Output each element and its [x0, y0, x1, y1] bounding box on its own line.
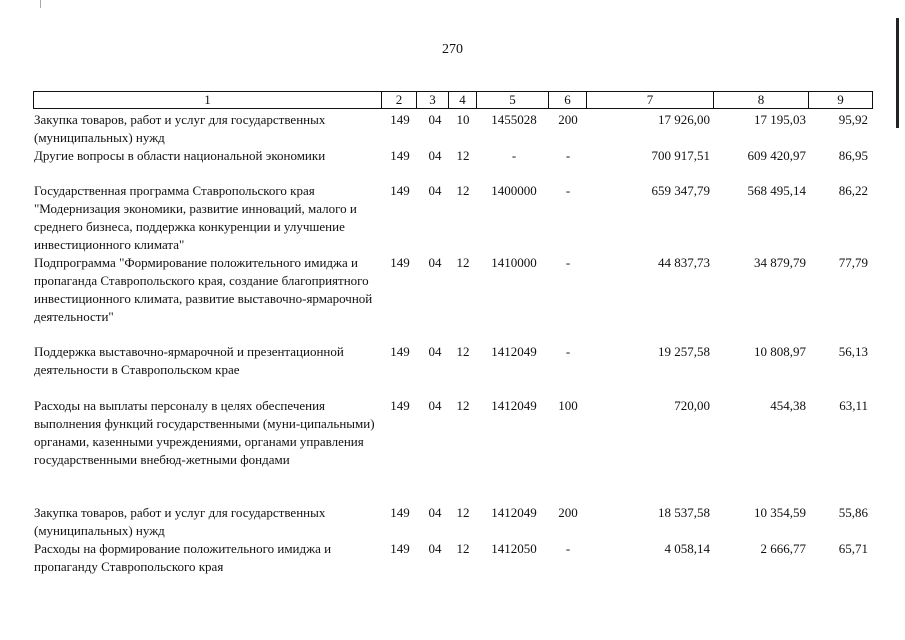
row-col-6: 200	[558, 505, 578, 520]
row-col-9: 63,11	[839, 398, 868, 413]
header-col-7: 7	[586, 92, 713, 108]
row-col-6: -	[565, 344, 571, 359]
row-col-8: 454,38	[770, 398, 806, 413]
row-col-8: 10 354,59	[754, 505, 806, 520]
row-col-5: 1455028	[491, 112, 537, 127]
row-col-4: 12	[456, 148, 470, 163]
row-col-3: 04	[428, 255, 442, 270]
row-col-2: 149	[390, 255, 410, 270]
row-col-5: 1400000	[491, 183, 537, 198]
row-col-7: 700 917,51	[651, 148, 710, 163]
row-col-5: 1412049	[491, 344, 537, 359]
row-col-5: 1412049	[491, 505, 537, 520]
row-col-7: 4 058,14	[664, 541, 710, 556]
row-col-5: 1412049	[491, 398, 537, 413]
row-col-4: 12	[456, 505, 470, 520]
row-col-4: 12	[456, 183, 470, 198]
row-col-5: -	[511, 148, 517, 163]
header-col-9: 9	[808, 92, 872, 108]
scan-mark	[40, 0, 41, 8]
header-col-2: 2	[381, 92, 416, 108]
row-col-7: 19 257,58	[658, 344, 710, 359]
header-col-1: 1	[204, 92, 211, 107]
row-col-6: 200	[558, 112, 578, 127]
row-col-8: 609 420,97	[747, 148, 806, 163]
row-col-6: -	[565, 541, 571, 556]
row-col-9: 56,13	[838, 344, 868, 359]
row-col-2: 149	[390, 505, 410, 520]
row-name: Подпрограмма "Формирование положительного имиджа и пропаганда Ставропольского края, создание благоприятного инвестиционного климата, развитие выставочно-ярмарочной деятельности"	[34, 255, 373, 324]
row-col-3: 04	[428, 148, 442, 163]
row-col-6: -	[565, 148, 571, 163]
row-col-2: 149	[390, 112, 410, 127]
row-col-3: 04	[428, 541, 442, 556]
row-col-9: 86,22	[838, 183, 868, 198]
header-col-8: 8	[713, 92, 808, 108]
row-col-6: -	[565, 183, 571, 198]
row-col-9: 55,86	[838, 505, 868, 520]
row-col-8: 17 195,03	[754, 112, 806, 127]
row-col-3: 04	[428, 344, 442, 359]
row-col-8: 34 879,79	[754, 255, 806, 270]
row-col-8: 10 808,97	[754, 344, 806, 359]
row-col-2: 149	[390, 183, 410, 198]
row-col-4: 12	[456, 398, 470, 413]
row-col-4: 12	[456, 541, 470, 556]
header-col-4: 4	[448, 92, 476, 108]
row-name: Расходы на выплаты персоналу в целях обеспечения выполнения функций государственными (муни-ципальными) органами, казенными учреждениями, органами управления государственными внебюд-жетными фондами	[34, 398, 375, 467]
row-col-2: 149	[390, 541, 410, 556]
row-col-7: 18 537,58	[658, 505, 710, 520]
row-col-2: 149	[390, 398, 410, 413]
table-header	[33, 91, 873, 109]
row-name: Закупка товаров, работ и услуг для государственных (муниципальных) нужд	[34, 112, 326, 145]
margin-bar	[896, 18, 899, 128]
row-col-5: 1410000	[491, 255, 537, 270]
row-col-2: 149	[390, 344, 410, 359]
row-name: Государственная программа Ставропольского края "Модернизация экономики, развитие инноваций, малого и среднего бизнеса, поддержка конкуренции и улучшение инвестиционного климата"	[34, 183, 357, 252]
row-name: Расходы на формирование положительного имиджа и пропаганду Ставропольского края	[34, 541, 332, 574]
row-col-8: 2 666,77	[760, 541, 806, 556]
row-col-4: 12	[456, 255, 470, 270]
row-col-9: 95,92	[838, 112, 868, 127]
row-name: Другие вопросы в области национальной экономики	[34, 148, 326, 163]
row-col-6: 100	[558, 398, 578, 413]
row-col-3: 04	[428, 112, 442, 127]
page-number: 270	[442, 42, 463, 57]
row-col-9: 65,71	[838, 541, 868, 556]
row-col-9: 77,79	[838, 255, 868, 270]
row-col-7: 44 837,73	[658, 255, 710, 270]
header-col-3: 3	[416, 92, 448, 108]
row-col-7: 17 926,00	[658, 112, 710, 127]
row-col-7: 659 347,79	[651, 183, 710, 198]
row-col-8: 568 495,14	[747, 183, 806, 198]
row-col-6: -	[565, 255, 571, 270]
header-col-5: 5	[476, 92, 548, 108]
header-col-6: 6	[548, 92, 586, 108]
row-col-7: 720,00	[674, 398, 710, 413]
row-name: Поддержка выставочно-ярмарочной и презентационной деятельности в Ставропольском крае	[34, 344, 344, 377]
row-col-3: 04	[428, 398, 442, 413]
row-col-4: 12	[456, 344, 470, 359]
row-name: Закупка товаров, работ и услуг для государственных (муниципальных) нужд	[34, 505, 326, 538]
row-col-5: 1412050	[491, 541, 537, 556]
row-col-9: 86,95	[838, 148, 868, 163]
row-col-3: 04	[428, 183, 442, 198]
row-col-2: 149	[390, 148, 410, 163]
row-col-4: 10	[456, 112, 470, 127]
row-col-3: 04	[428, 505, 442, 520]
